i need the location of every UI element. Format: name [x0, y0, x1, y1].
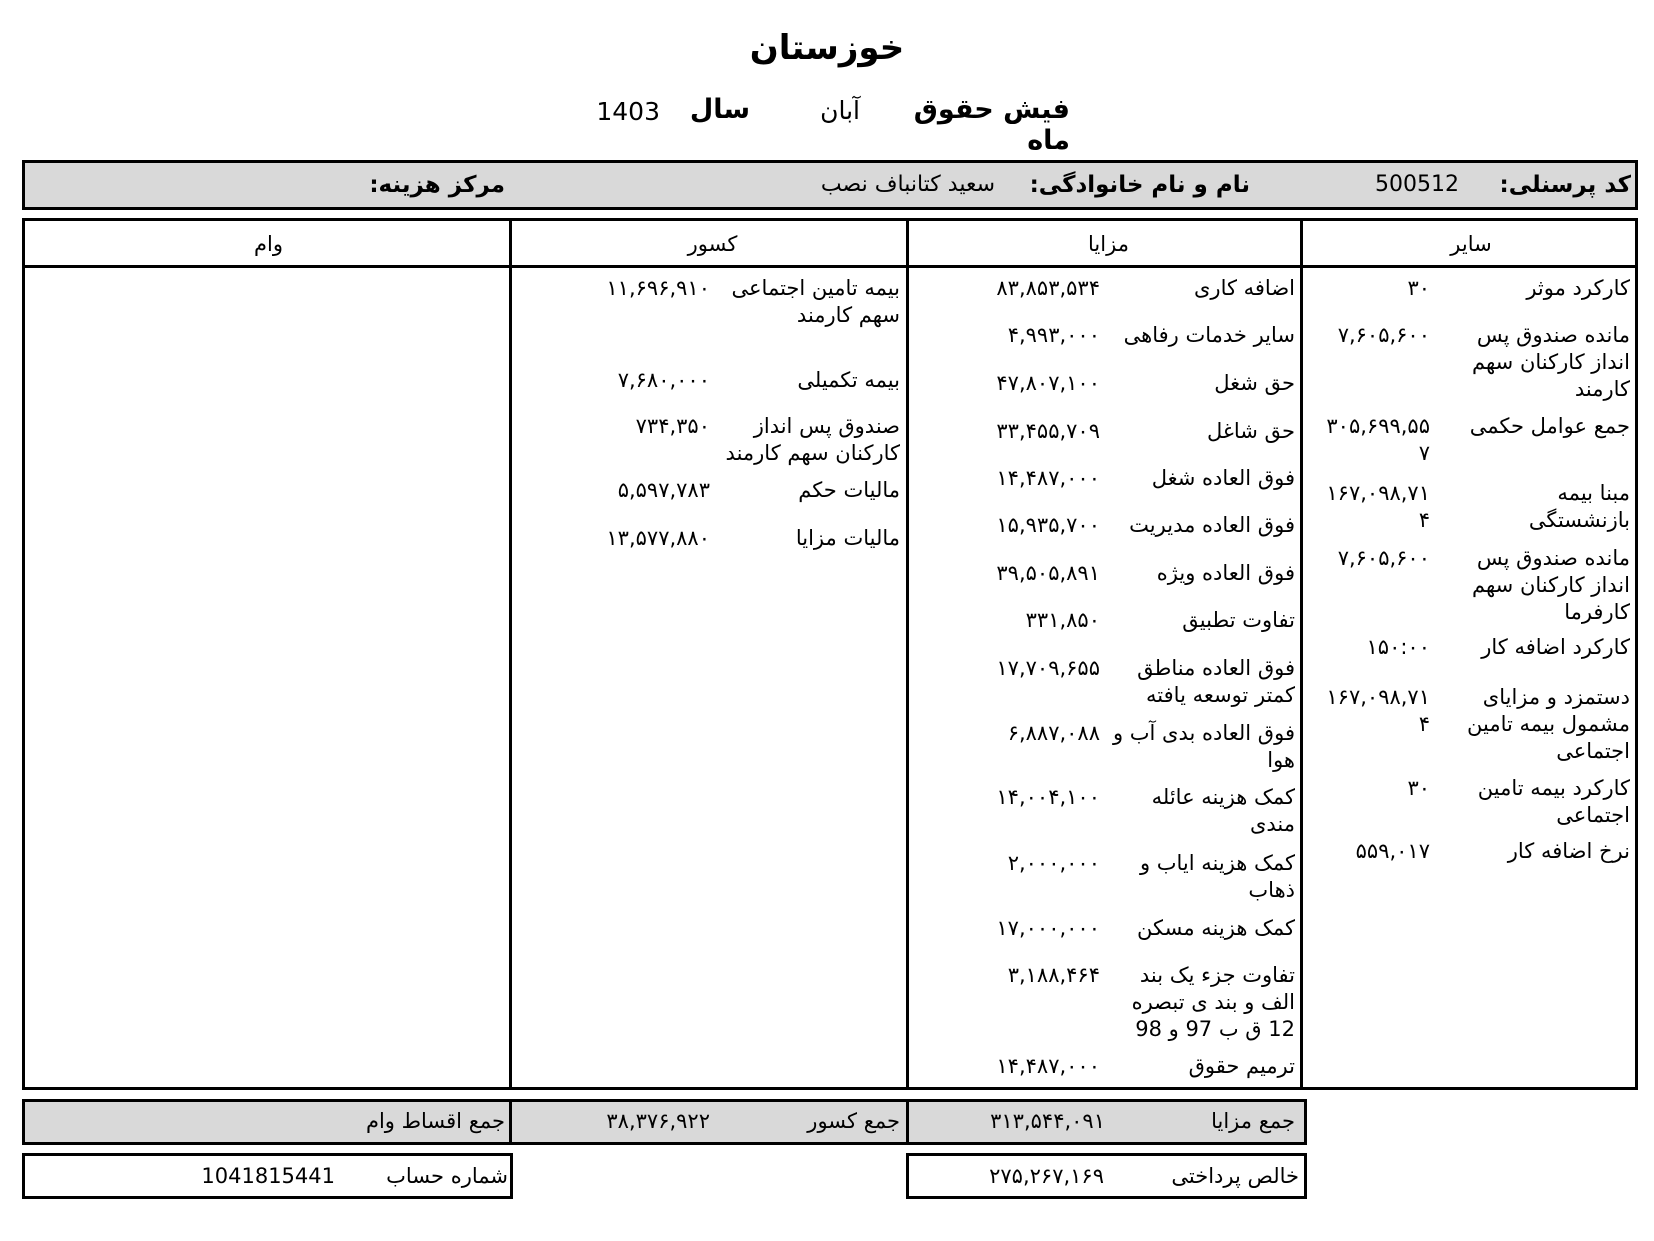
deduction-label: مالیات حکم	[798, 478, 900, 502]
personnel-code: 500512	[1375, 172, 1459, 197]
column-header-deductions: کسور	[687, 232, 738, 256]
full-name-label: نام و نام خانوادگی:	[1029, 172, 1250, 198]
other-value: ۱۶۷,۰۹۸,۷۱۴	[1326, 481, 1430, 532]
benefit-label: تفاوت تطبیق	[1182, 608, 1295, 632]
deduction-label: صندوق پس انداز کارکنان سهم کارمند	[725, 414, 900, 465]
other-label: مبنا بیمه بازنشستگی	[1528, 481, 1630, 532]
column-header-loan: وام	[254, 232, 283, 256]
other-value: ۳۰	[1407, 276, 1430, 300]
benefit-label: حق شغل	[1214, 371, 1295, 395]
slip-title: فیش حقوق ماه	[913, 94, 1070, 156]
benefit-value: ۸۳,۸۵۳,۵۳۴	[996, 276, 1100, 300]
deduction-value: ۵,۵۹۷,۷۸۳	[617, 478, 710, 502]
other-value: ۳۰	[1407, 776, 1430, 800]
other-value: ۱۶۷,۰۹۸,۷۱۴	[1326, 685, 1430, 736]
benefit-value: ۱۷,۷۰۹,۶۵۵	[996, 656, 1100, 680]
benefit-label: کمک هزینه عائله مندی	[1151, 785, 1295, 836]
benefit-label: حق شاغل	[1206, 419, 1295, 443]
benefit-label: کمک هزینه ایاب و ذهاب	[1139, 851, 1295, 902]
other-value: ۷,۶۰۵,۶۰۰	[1337, 546, 1430, 570]
other-label: کارکرد موثر	[1526, 276, 1630, 300]
benefit-label: فوق العاده ویژه	[1156, 561, 1295, 585]
benefit-value: ۱۴,۴۸۷,۰۰۰	[996, 466, 1100, 490]
benefit-value: ۱۴,۴۸۷,۰۰۰	[996, 1054, 1100, 1078]
deduction-label: بیمه تامین اجتماعی سهم کارمند	[731, 276, 900, 327]
total-benefits-label: جمع مزایا	[1211, 1109, 1295, 1133]
benefit-label: تفاوت جزء یک بند الف و بند ی تبصره 12 ق ب 97 و 98	[1131, 963, 1295, 1041]
employee-band	[22, 160, 1638, 210]
account-number: 1041815441	[201, 1164, 335, 1188]
other-value: ۱۵۰:۰۰	[1366, 635, 1430, 659]
benefit-value: ۳,۱۸۸,۴۶۴	[1007, 963, 1100, 987]
benefit-label: فوق العاده مناطق کمتر توسعه یافته	[1137, 656, 1295, 707]
benefit-value: ۱۷,۰۰۰,۰۰۰	[996, 916, 1100, 940]
deduction-value: ۱۱,۶۹۶,۹۱۰	[606, 276, 710, 300]
other-value: ۳۰۵,۶۹۹,۵۵۷	[1326, 414, 1430, 465]
other-label: مانده صندوق پس انداز کارکنان سهم کارمند	[1472, 323, 1630, 401]
benefit-value: ۳۳۱,۸۵۰	[1025, 608, 1100, 632]
other-value: ۵۵۹,۰۱۷	[1355, 839, 1430, 863]
column-header-other: سایر	[1450, 232, 1492, 256]
slip-year: 1403	[596, 97, 660, 126]
benefit-value: ۱۵,۹۳۵,۷۰۰	[996, 513, 1100, 537]
benefit-label: ترمیم حقوق	[1188, 1054, 1295, 1078]
personnel-code-label: کد پرسنلی:	[1499, 172, 1631, 198]
benefit-label: فوق العاده بدی آب و هوا	[1112, 721, 1295, 772]
benefit-label: فوق العاده شغل	[1151, 466, 1295, 490]
benefit-value: ۲,۰۰۰,۰۰۰	[1007, 851, 1100, 875]
account-number-label: شماره حساب	[386, 1164, 508, 1188]
benefit-value: ۴۷,۸۰۷,۱۰۰	[996, 371, 1100, 395]
deduction-value: ۷۳۴,۳۵۰	[635, 414, 710, 438]
slip-year-label: سال	[689, 94, 750, 125]
cost-center-label: مرکز هزینه:	[369, 172, 505, 198]
other-value: ۷,۶۰۵,۶۰۰	[1337, 323, 1430, 347]
deduction-value: ۱۳,۵۷۷,۸۸۰	[606, 526, 710, 550]
deduction-label: بیمه تکمیلی	[797, 368, 900, 392]
column-header-benefits: مزایا	[1088, 232, 1129, 256]
other-label: کارکرد اضافه کار	[1481, 635, 1630, 659]
total-benefits-value: ۳۱۳,۵۴۴,۰۹۱	[990, 1109, 1105, 1133]
other-label: دستمزد و مزایای مشمول بیمه تامین اجتماعی	[1467, 685, 1630, 763]
slip-month: آبان	[820, 96, 860, 125]
full-name: سعید کتانباف نصب	[820, 172, 995, 197]
province-title: خوزستان	[749, 28, 905, 68]
other-label: مانده صندوق پس انداز کارکنان سهم کارفرما	[1472, 546, 1630, 624]
other-label: نرخ اضافه کار	[1507, 839, 1630, 863]
deduction-value: ۷,۶۸۰,۰۰۰	[617, 368, 710, 392]
benefit-value: ۶,۸۸۷,۰۸۸	[1007, 721, 1100, 745]
net-payment-box	[906, 1153, 1307, 1199]
account-box	[22, 1153, 513, 1199]
benefit-label: سایر خدمات رفاهی	[1123, 323, 1295, 347]
net-payment-value: ۲۷۵,۲۶۷,۱۶۹	[989, 1164, 1104, 1188]
benefit-value: ۳۳,۴۵۵,۷۰۹	[996, 419, 1100, 443]
total-loan-installments-label: جمع اقساط وام	[365, 1109, 505, 1133]
total-deductions-value: ۳۸,۳۷۶,۹۲۲	[606, 1109, 710, 1133]
benefit-label: کمک هزینه مسکن	[1137, 916, 1295, 940]
benefit-value: ۱۴,۰۰۴,۱۰۰	[996, 785, 1100, 809]
other-label: جمع عوامل حکمی	[1469, 414, 1630, 438]
benefit-value: ۴,۹۹۳,۰۰۰	[1007, 323, 1100, 347]
benefit-label: فوق العاده مدیریت	[1129, 513, 1295, 537]
other-label: کارکرد بیمه تامین اجتماعی	[1477, 776, 1630, 827]
benefit-value: ۳۹,۵۰۵,۸۹۱	[996, 561, 1100, 585]
net-payment-label: خالص پرداختی	[1171, 1164, 1299, 1188]
deduction-label: مالیات مزایا	[795, 526, 900, 550]
total-deductions-label: جمع کسور	[807, 1109, 900, 1133]
benefit-label: اضافه کاری	[1193, 276, 1295, 300]
